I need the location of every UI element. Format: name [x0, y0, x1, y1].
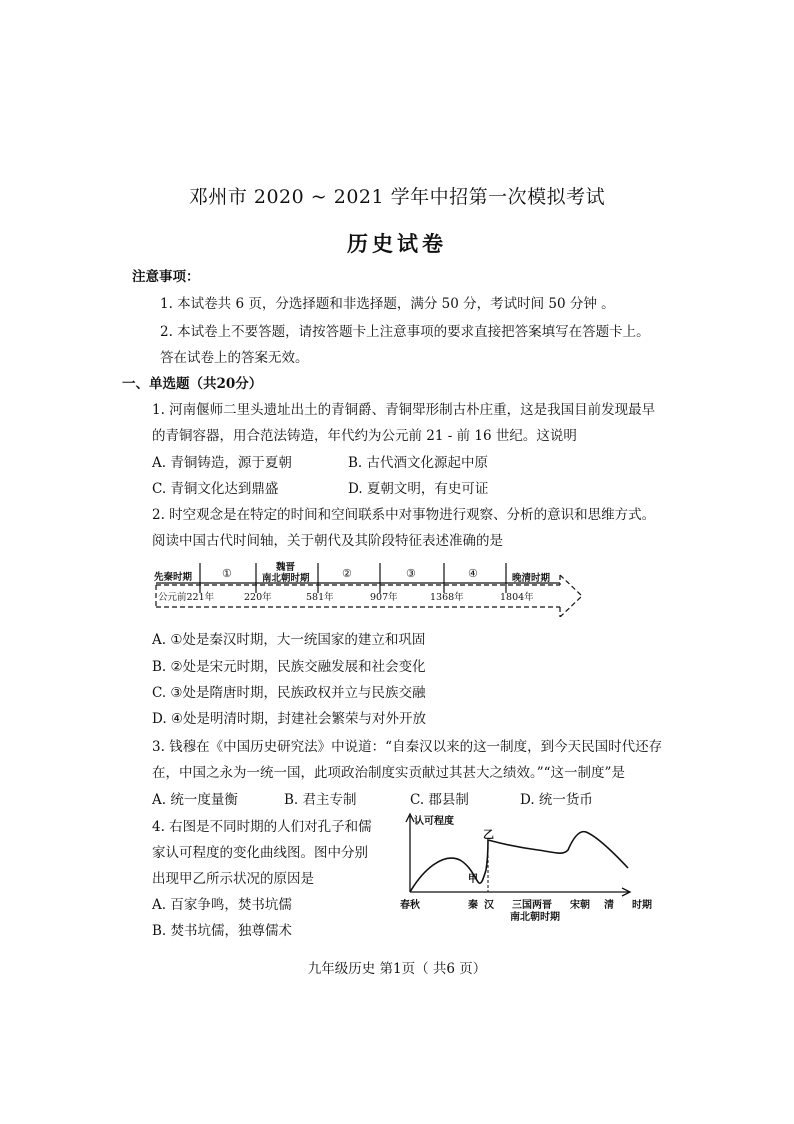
chart-point-jia: 甲 — [468, 874, 478, 885]
timeline-period: 魏晋 — [276, 562, 296, 573]
q1-option-c: C. 青铜文化达到鼎盛 — [152, 481, 279, 497]
chart-tick: 秦 — [468, 900, 478, 911]
q2-option-a: A. ①处是秦汉时期，大一统国家的建立和巩固 — [152, 632, 426, 648]
q4-stem-line: 4. 右图是不同时期的人们对孔子和儒 — [152, 819, 372, 835]
timeline-year: 907年 — [370, 592, 398, 603]
timeline-period: ③ — [406, 567, 416, 580]
chart-tick: 三国两晋 — [512, 900, 552, 911]
q3-stem-line: 在，中国之永为一统一国，此项政治制度实贡献过其甚大之绩效。”“这一制度”是 — [152, 765, 625, 781]
chart-tick: 汉 — [484, 900, 494, 911]
chart-tick: 清 — [604, 900, 614, 911]
q2-stem-line: 2. 时空观念是在特定的时间和空间联系中对事物进行观察、分析的意识和思维方式。 — [152, 507, 656, 523]
chart-tick: 宋朝 — [570, 900, 590, 911]
exam-subtitle: 历史试卷 — [347, 231, 447, 256]
timeline-year: 581年 — [306, 592, 334, 603]
q4-option-b: B. 焚书坑儒，独尊儒术 — [152, 923, 293, 939]
q4-stem-line: 家认可程度的变化曲线图。图中分别 — [152, 845, 368, 861]
q4-stem-line: 出现甲乙所示状况的原因是 — [152, 871, 314, 887]
q1-option-b: B. 古代酒文化源起中原 — [348, 455, 489, 471]
timeline-period: 南北朝时期 — [262, 573, 310, 584]
notes-item: 答在试卷上的答案无效。 — [160, 350, 309, 366]
q2-option-b: B. ②处是宋元时期，民族交融发展和社会变化 — [152, 659, 426, 675]
notes-item: 2. 本试卷上不要答题，请按答题卡上注意事项的要求直接把答案填写在答题卡上。 — [160, 324, 650, 340]
exam-title: 邓州市 2020 ~ 2021 学年中招第一次模拟考试 — [188, 186, 606, 208]
q1-option-d: D. 夏朝文明，有史可证 — [348, 481, 489, 497]
q1-stem-line: 的青铜容器，用合范法铸造，年代约为公元前 21 - 前 16 世纪。这说明 — [152, 428, 577, 444]
timeline-year: 220年 — [244, 592, 272, 603]
q2-option-c: C. ③处是隋唐时期，民族政权并立与民族交融 — [152, 685, 426, 701]
timeline-period: ① — [222, 567, 232, 580]
q2-option-d: D. ④处是明清时期，封建社会繁荣与对外开放 — [152, 711, 427, 727]
section-heading: 一、单选题（共20分） — [122, 376, 263, 392]
recognition-curve-chart — [398, 810, 663, 925]
chart-point-yi: 乙 — [483, 828, 494, 841]
q3-option-d: D. 统一货币 — [520, 792, 593, 808]
notes-item: 1. 本试卷共 6 页，分选择题和非选择题，满分 50 分，考试时间 50 分钟 。 — [160, 296, 615, 312]
q1-option-a: A. 青铜铸造，源于夏朝 — [152, 455, 292, 471]
notes-heading: 注意事项： — [132, 269, 200, 285]
chart-ylabel: 认可程度 — [414, 816, 454, 827]
q1-stem-line: 1. 河南偃师二里头遗址出土的青铜爵、青铜斝形制古朴庄重，这是我国目前发现最早 — [152, 402, 656, 418]
q4-option-a: A. 百家争鸣，焚书坑儒 — [152, 897, 292, 913]
timeline-period: ② — [342, 567, 352, 580]
timeline-arrow — [150, 557, 595, 617]
timeline-year: 1804年 — [500, 592, 534, 603]
q2-stem-line: 阅读中国古代时间轴，关于朝代及其阶段特征表述准确的是 — [152, 533, 503, 549]
q3-option-a: A. 统一度量衡 — [152, 792, 238, 808]
timeline-year: 1368年 — [430, 592, 464, 603]
q3-option-c: C. 郡县制 — [410, 792, 469, 808]
timeline-period: ④ — [468, 567, 478, 580]
timeline-period: 晚清时期 — [512, 573, 551, 584]
q3-stem-line: 3. 钱穆在《中国历史研究法》中说道：“自秦汉以来的这一制度，到今天民国时代还存 — [152, 739, 663, 755]
page-footer: 九年级历史 第1页（ 共6 页） — [307, 961, 487, 977]
chart-xlabel: 时期 — [632, 900, 652, 911]
timeline-year: 公元前221年 — [158, 592, 215, 603]
chart-tick: 春秋 — [400, 900, 420, 911]
timeline-period: 先秦时期 — [154, 572, 193, 583]
recognition-curve — [410, 832, 628, 892]
chart-tick: 南北朝时期 — [510, 912, 560, 923]
timeline-figure — [150, 557, 595, 617]
q3-option-b: B. 君主专制 — [284, 792, 357, 808]
